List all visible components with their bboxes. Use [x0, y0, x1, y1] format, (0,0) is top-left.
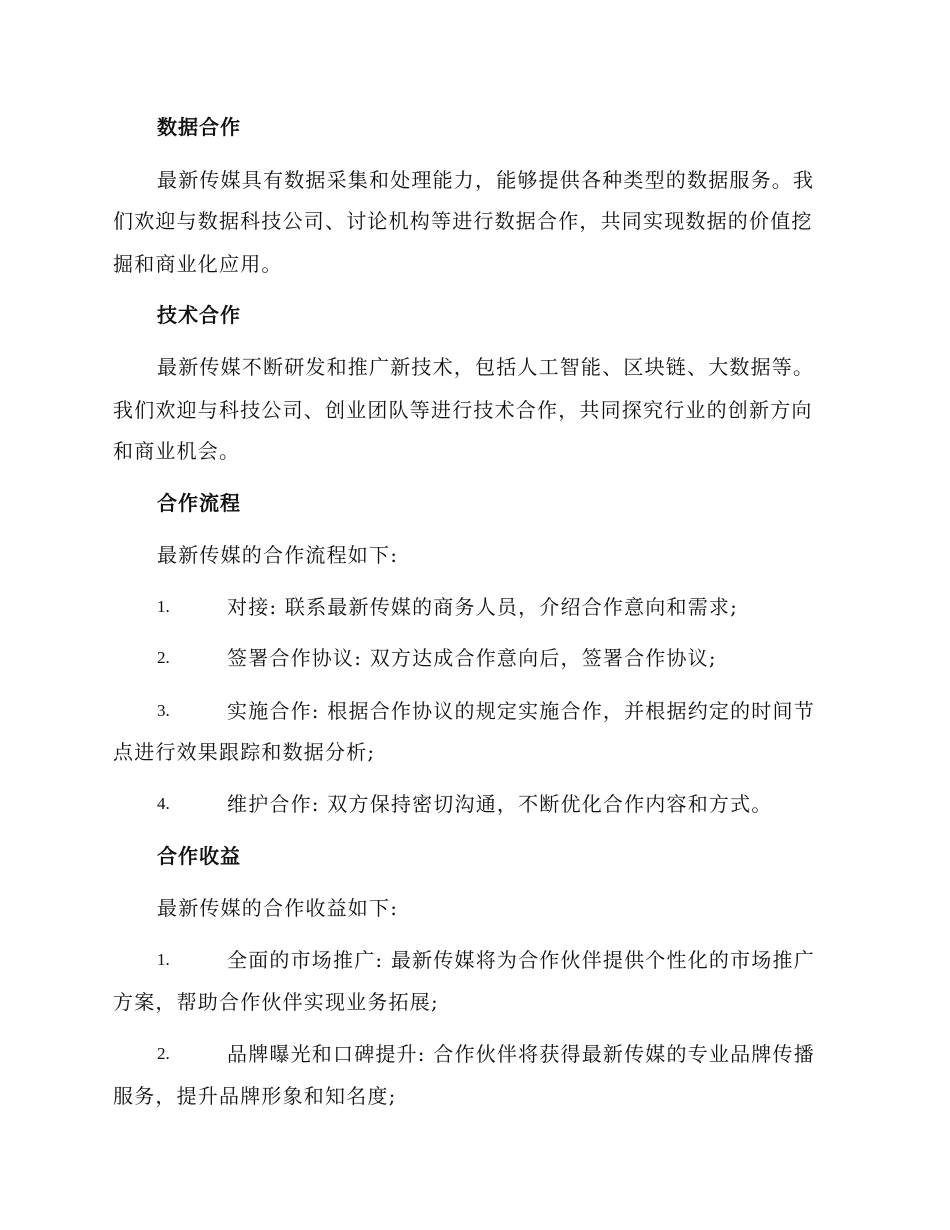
list-number: 1.: [157, 950, 170, 969]
list-item-continuation: 点进行效果跟踪和数据分析;: [113, 740, 376, 764]
paragraph-line: 和商业机会。: [113, 439, 241, 463]
paragraph-line: 们欢迎与数据科技公司、讨论机构等进行数据合作，共同实现数据的价值挖: [113, 209, 813, 233]
paragraph-line: 最新传媒具有数据采集和处理能力，能够提供各种类型的数据服务。我: [157, 168, 815, 192]
list-item-continuation: 方案，帮助合作伙伴实现业务拓展;: [113, 990, 439, 1014]
list-item-text: 品牌曝光和口碑提升: 合作伙伴将获得最新传媒的专业品牌传播: [227, 1042, 815, 1066]
list-number: 2.: [157, 1044, 170, 1063]
paragraph-line: 最新传媒不断研发和推广新技术，包括人工智能、区块链、大数据等。: [157, 355, 815, 379]
list-item-text: 实施合作: 根据合作协议的规定实施合作，并根据约定的时间节: [227, 699, 815, 723]
section-heading-benefits: 合作收益: [157, 844, 241, 868]
section-heading-tech: 技术合作: [157, 303, 241, 327]
list-number: 1.: [157, 597, 170, 616]
list-item-text: 维护合作: 双方保持密切沟通，不断优化合作内容和方式。: [227, 792, 773, 816]
section-heading-data: 数据合作: [157, 115, 241, 139]
list-item-text: 对接: 联系最新传媒的商务人员，介绍合作意向和需求;: [227, 595, 739, 619]
paragraph-line: 最新传媒的合作收益如下:: [157, 896, 399, 920]
list-number: 4.: [157, 794, 170, 813]
list-item-text: 全面的市场推广: 最新传媒将为合作伙伴提供个性化的市场推广: [227, 948, 815, 972]
paragraph-line: 我们欢迎与科技公司、创业团队等进行技术合作，共同探究行业的创新方向: [113, 398, 813, 422]
list-number: 2.: [157, 648, 170, 667]
list-number: 3.: [157, 701, 170, 720]
list-item-continuation: 服务，提升品牌形象和知名度;: [113, 1084, 397, 1108]
section-heading-process: 合作流程: [157, 491, 241, 515]
paragraph-line: 最新传媒的合作流程如下:: [157, 543, 399, 567]
list-item-text: 签署合作协议: 双方达成合作意向后，签署合作协议;: [227, 646, 717, 670]
paragraph-line: 掘和商业化应用。: [113, 252, 283, 276]
